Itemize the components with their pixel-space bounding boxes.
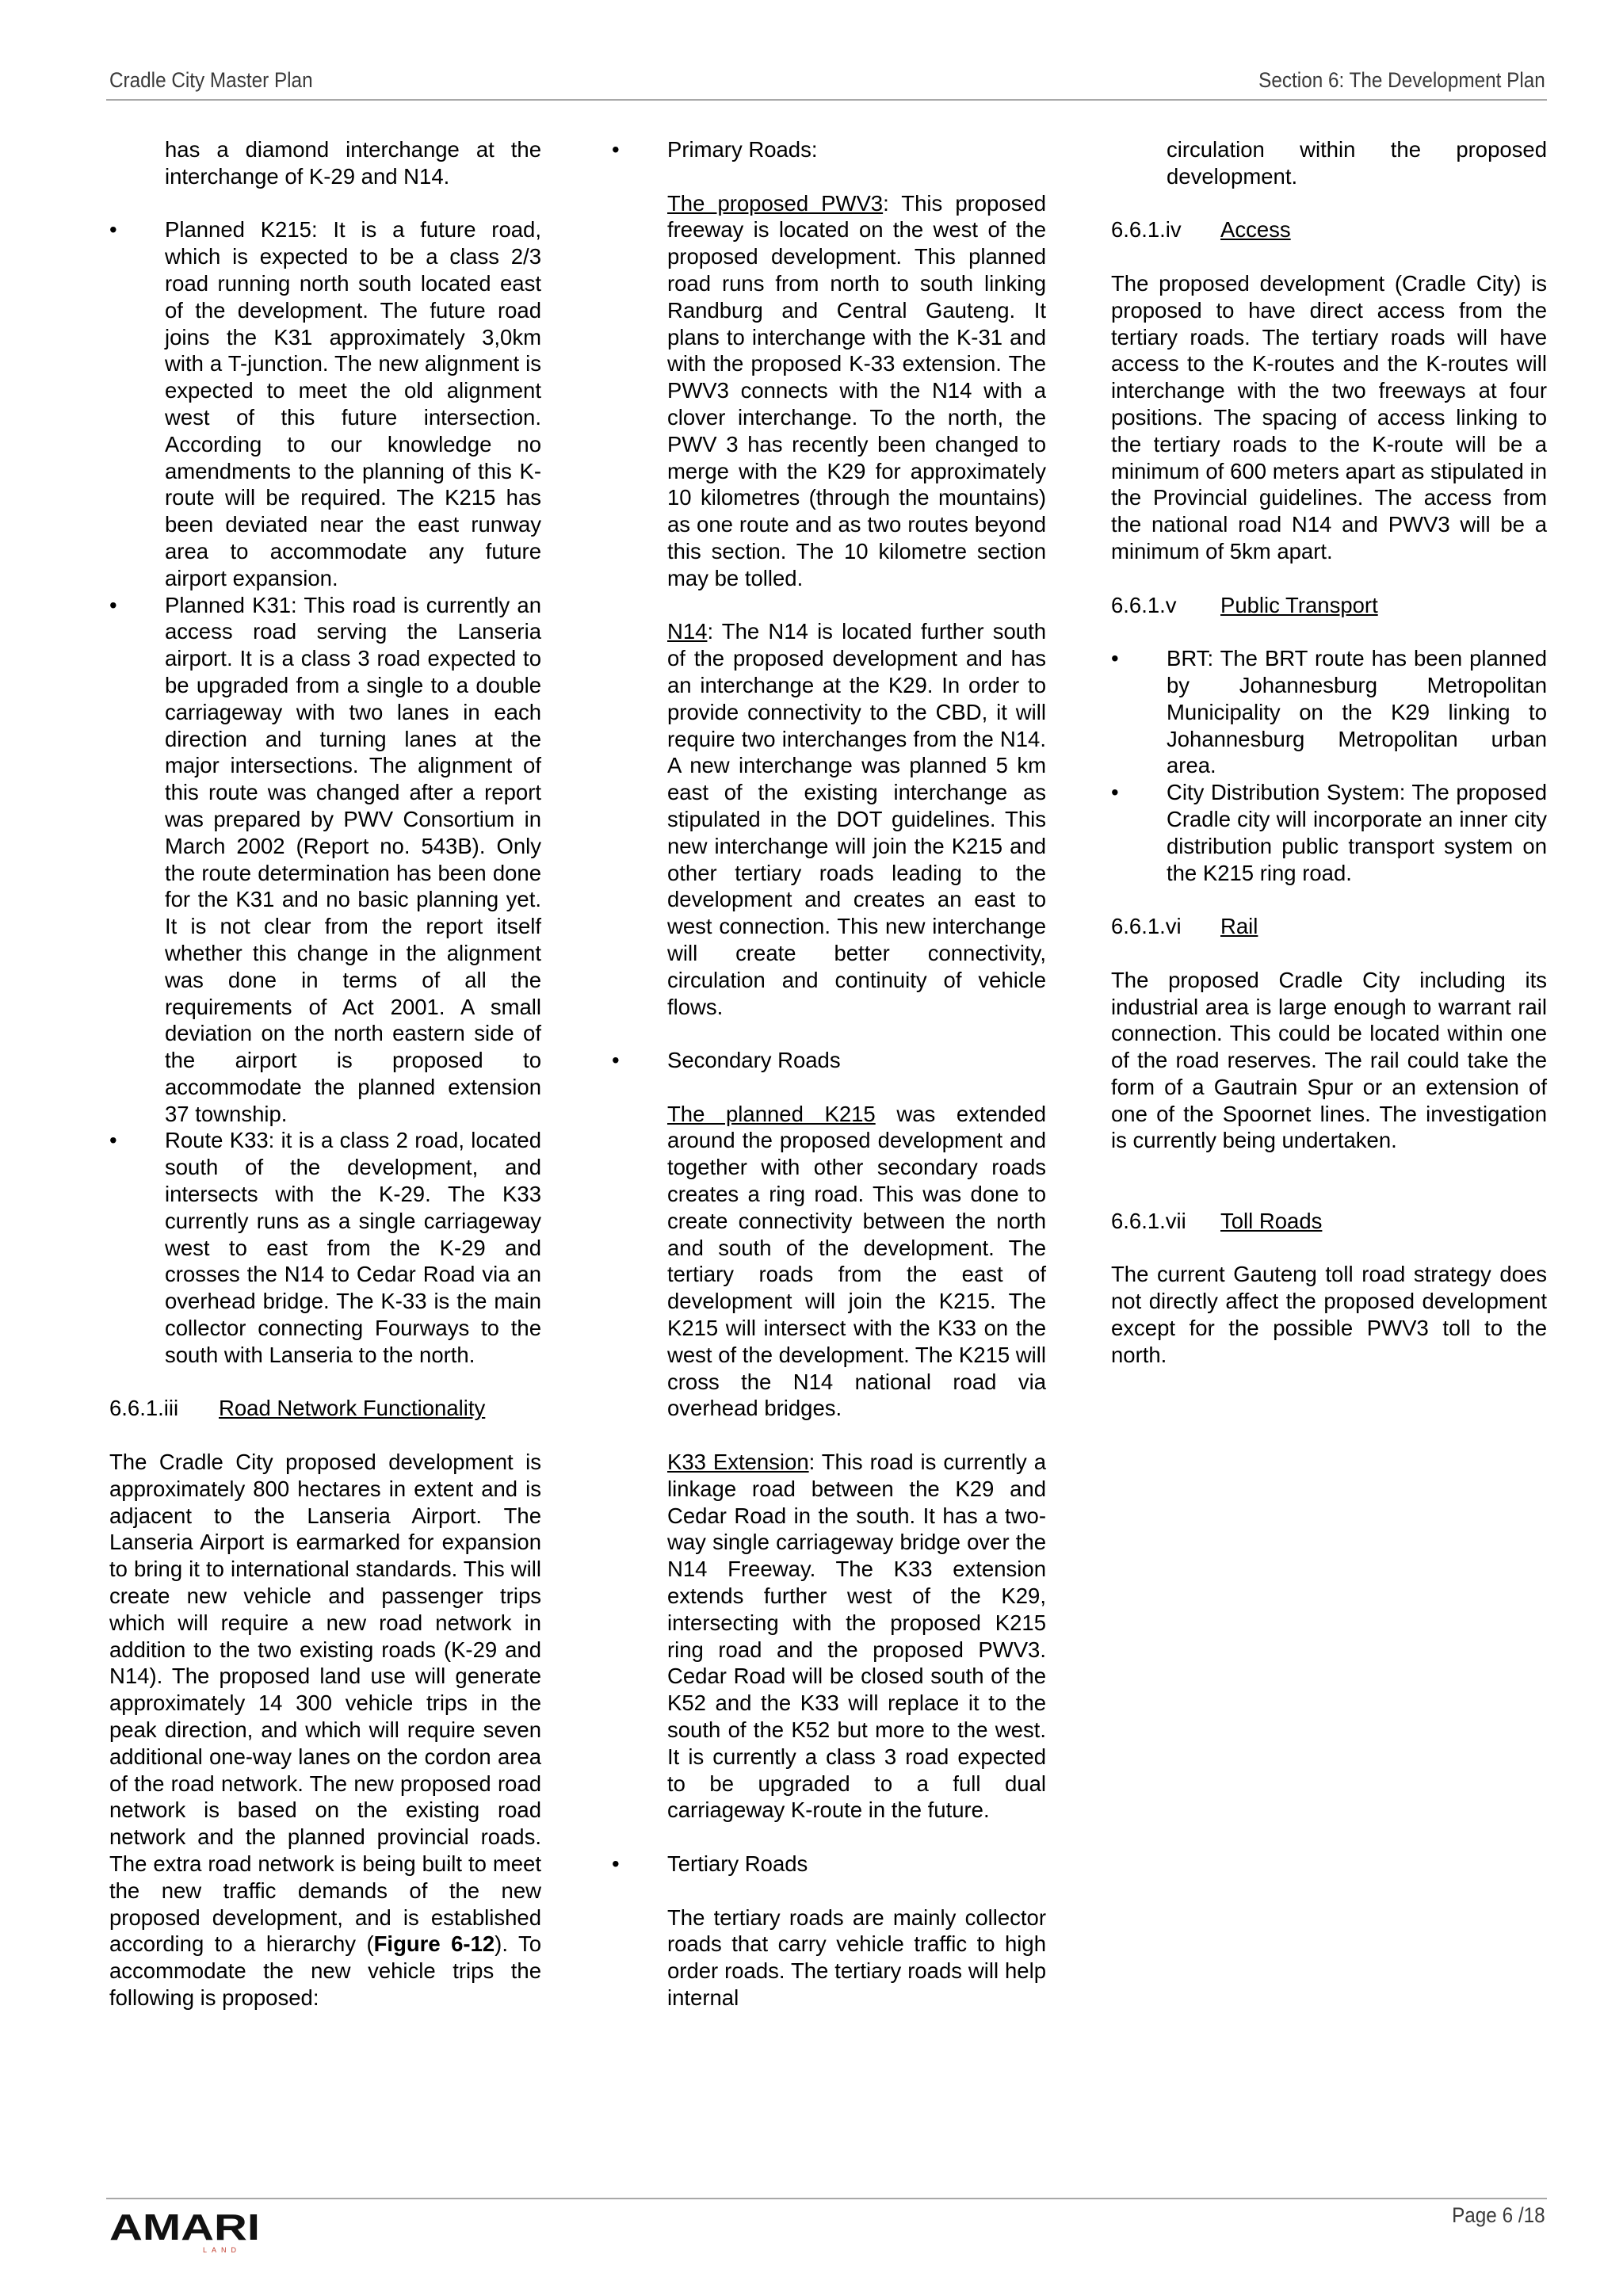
bullet-label: Tertiary Roads [667,1851,808,1876]
k33-title: K33 Extension [667,1450,809,1475]
section-number: 6.6.1.iii [109,1396,179,1421]
bullet-secondary-roads [612,1047,1046,1074]
section-number: 6.6.1.vii [1111,1208,1186,1233]
k215-text: was extended around the proposed development and together with other secondary roads creates a ring road. This was done to create connectivity between the north and south of the development. The tertiary roads from the east of development will join the K215. The K215 will intersect with the K33 on the west of the development. The K215 will cross the N14 national road via overhead bridges. [667,1101,1046,1421]
bullet-text: City Distribution System: The proposed Cradle city will incorporate an inner city distribution public transport system on the K215 ring road. [1167,780,1547,885]
column-3 [1111,136,1547,1395]
k-route-bullet-list [109,216,541,1368]
logo-wordmark: AMARI [109,2206,260,2248]
section-title: Access [1220,217,1291,243]
bullet-primary-roads [612,136,1046,163]
section-number: 6.6.1.vi [1111,914,1182,939]
bullet-item-k215 [109,216,541,591]
pwv3-paragraph [667,190,1046,592]
section-heading-access [1111,216,1547,243]
section-heading-road-network [109,1395,541,1422]
secondary-roads-content [612,1101,1046,1824]
bullet-item-k31 [109,592,541,1128]
bullet-item-brt [1111,645,1547,779]
logo-subtext: LAND [203,2246,242,2254]
section-heading-public-transport [1111,592,1547,619]
amari-logo [109,2206,265,2254]
header-document-title: Cradle City Master Plan [109,68,313,92]
section-number: 6.6.1.iv [1111,217,1182,243]
section-number: 6.6.1.v [1111,592,1177,617]
bullet-text: Planned K215: It is a future road, which is expected to be a class 2/3 road running north south located east of the development. The future road joins the K31 approximately 3,0km with a T-junction. The new alignment is expected to meet the old alignment west of this future intersection. According to our knowledge no amendments to the planning of this K-route will be required. The K215 has been deviated near the east runway area to accommodate any future airport expansion. [165,217,541,590]
public-transport-bullets [1111,645,1547,886]
continued-text: circulation within the proposed development. [1167,137,1547,189]
bullet-dot-icon: • [1111,780,1119,805]
section-title: Road Network Functionality [219,1396,486,1421]
bullet-label: Primary Roads: [667,137,818,162]
pwv3-text: : This proposed freeway is located on the west of the proposed development. This planned road runs from north to south linking Randburg and Central Gauteng. It plans to interchange with the K-31 and with the proposed K-33 extension. The PWV3 connects with the N14 with a clover interchange. To the north, the PWV 3 has recently been changed to merge with the K29 for approximately 10 kilometres (through the mountains) as one route and as two routes beyond this section. The 10 kilometre section may be tolled. [667,190,1046,590]
column-2 [612,136,1046,2038]
bullet-text: BRT: The BRT route has been planned by Johannesburg Metropolitan Municipality on the K29 linking to Johannesburg Metropolitan urban area. [1167,646,1547,778]
footer-divider [106,2198,1547,2199]
bullet-dot-icon: • [109,217,117,243]
n14-title: N14 [667,619,708,644]
pwv3-title: The proposed PWV3 [667,190,884,216]
rail-paragraph: The proposed Cradle City including its industrial area is large enough to warrant rail connection. This could be located within one of the road reserves. The rail could take the form of a Gautrain Spur or an extension of one of the Spoornet lines. The investigation is currently being undertaken. [1111,967,1547,1153]
bullet-text: Route K33: it is a class 2 road, located south of the development, and intersects with the K-29. The K33 currently runs as a single carriageway west to east from the K-29 and crosses the N14 to Cedar Road via an overhead bridge. The K-33 is the main collector connecting Fourways to the south with Lanseria to the north. [165,1128,541,1367]
n14-paragraph [667,618,1046,1020]
bullet-text: Planned K31: This road is currently an access road serving the Lanseria airport. It is a class 3 road expected to be upgraded from a single to a double carriageway with two lanes in each direction and turning lanes at the major intersections. The alignment of this route was changed after a report was prepared by PWV Consortium in March 2002 (Report no. 543B). Only the route determination has been done for the K31 and no basic planning yet. It is not clear from the report itself whether this change in the alignment was done in terms of all the requirements of Act 2001. A small deviation on the north eastern side of the airport is proposed to accommodate the planned extension 37 township. [165,592,541,1126]
section-heading-toll-roads [1111,1208,1547,1235]
bullet-dot-icon: • [109,592,117,617]
access-paragraph: The proposed development (Cradle City) is proposed to have direct access from the tertiary roads. The tertiary roads will have access to the K-routes and the K-routes will interchange with the two freeways at four positions. The spacing of access linking to the tertiary roads to the K-route will be a minimum of 600 meters apart as stipulated in the Provincial guidelines. The access from the national road N14 and PWV3 will be a minimum of 5km apart. [1111,270,1547,563]
bullet-dot-icon: • [612,1851,620,1876]
road-network-paragraph [109,1449,541,2011]
k215-title: The planned K215 [667,1101,876,1126]
continued-text: has a diamond interchange at the interchange of K-29 and N14. [165,137,541,189]
bullet-dot-icon: • [612,1048,620,1073]
bullet-item-city-distribution [1111,779,1547,886]
k215-paragraph [667,1101,1046,1423]
section-title: Public Transport [1220,592,1378,617]
section-title: Rail [1220,914,1258,939]
header-divider [106,99,1547,101]
n14-text: : The N14 is located further south of the proposed development and has an interchange at the K29. In order to provide connectivity to the CBD, it will require two interchanges from the N14. A new interchange was planned 5 km east of the existing interchange as stipulated in the DOT guidelines. This new interchange will join the K215 and other tertiary roads leading to the development and creates an east to west connection. This new interchange will create better connectivity, circulation and continuity of vehicle flows. [667,619,1046,1019]
figure-reference: Figure 6-12 [373,1931,495,1957]
toll-roads-paragraph: The current Gauteng toll road strategy does not directly affect the proposed development except for the possible PWV3 toll to the north. [1111,1262,1547,1367]
bullet-tertiary-roads [612,1851,1046,1878]
bullet-label: Secondary Roads [667,1048,841,1073]
primary-roads-content [612,190,1046,1021]
bullet-dot-icon: • [612,137,620,162]
tertiary-roads-content [612,1904,1046,2011]
bullet-dot-icon: • [1111,646,1119,671]
bullet-dot-icon: • [109,1128,117,1153]
k33-paragraph [667,1449,1046,1824]
section-title: Toll Roads [1220,1208,1323,1233]
section-heading-rail [1111,913,1547,940]
bullet-item-k33 [109,1127,541,1368]
column-1 [109,136,541,2038]
k33-text: : This road is currently a linkage road between the K29 and Cedar Road in the south. It has a two-way single carriageway bridge over the N14 Freeway. The K33 extension extends further west of the K29, intersecting with the proposed K215 ring road and the proposed PWV3. Cedar Road will be closed south of the K52 and the K33 will replace it to the south of the K52 but more to the west. It is currently a class 3 road expected to be upgraded to a full dual carriageway K-route in the future. [667,1450,1046,1823]
paragraph-text-end: ). To accommodate the new vehicle trips the following is proposed: [109,1931,541,2010]
page-number: Page 6 /18 [1452,2203,1545,2227]
paragraph-text: The Cradle City proposed development is approximately 800 hectares in extent and is adjacent to the Lanseria Airport. The Lanseria Airport is earmarked for expansion to bring it to international standards. This will create new vehicle and passenger trips which will require a new road network in addition to the two existing roads (K-29 and N14). The proposed land use will generate approximately 14 300 vehicle trips in the peak direction, and which will require seven additional one-way lanes on the cordon area of the road network. The new proposed road network is based on the existing road network and the planned provincial roads. The extra road network is being built to meet the new traffic demands of the new proposed development, and is established according to a hierarchy ( [109,1450,541,1957]
tertiary-paragraph: The tertiary roads are mainly collector roads that carry vehicle traffic to high order roads. The tertiary roads will help internal [667,1904,1046,2010]
header-section-title: Section 6: The Development Plan [1258,68,1545,92]
